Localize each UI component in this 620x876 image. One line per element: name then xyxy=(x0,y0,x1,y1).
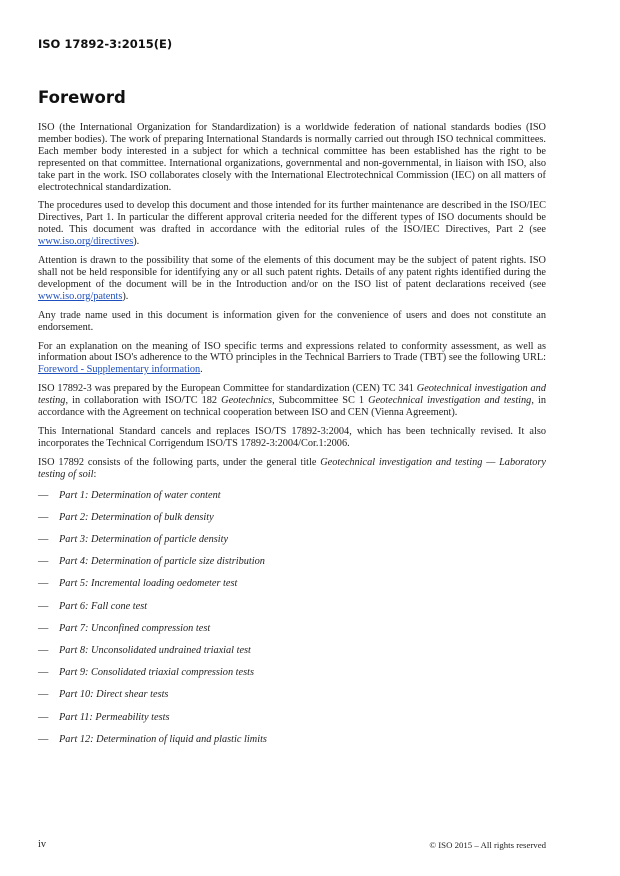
part-title: Part 1: Determination of water content xyxy=(59,489,221,501)
page-title: Foreword xyxy=(38,88,126,107)
page-number: iv xyxy=(38,839,47,850)
dash-bullet: — xyxy=(38,533,49,545)
dash-bullet: — xyxy=(38,489,49,501)
part-title: Part 12: Determination of liquid and plastic limits xyxy=(59,733,267,745)
list-item xyxy=(38,512,546,524)
list-item xyxy=(38,556,546,568)
text-run: , in accordance with the Agreement on technical cooperation between ISO and CEN (Vienna Agreement). xyxy=(38,395,546,419)
part-title: Part 9: Consolidated triaxial compression tests xyxy=(59,667,254,679)
part-title: Part 7: Unconfined compression test xyxy=(59,622,211,634)
italic-title: Geotechnical investigation and testing xyxy=(38,383,546,407)
dash-bullet: — xyxy=(38,511,49,523)
dash-bullet: — xyxy=(38,689,49,701)
part-title: Part 5: Incremental loading oedometer test xyxy=(59,578,238,590)
dash-bullet: — xyxy=(38,578,49,590)
paragraph-prepared-by xyxy=(38,383,546,419)
paragraph-conformity xyxy=(38,341,546,377)
list-item xyxy=(38,534,546,546)
list-item xyxy=(38,490,546,502)
punctuation: ). xyxy=(122,290,129,302)
foreword-body xyxy=(38,122,546,756)
paragraph-parts-intro xyxy=(38,457,546,481)
list-item xyxy=(38,623,546,635)
paragraph-conformity-text: For an explanation on the meaning of ISO specific terms and expressions related to conformity assessment, as well as information about ISO's adherence to the WTO principles in the Technical Barriers to Trade (TBT) see the following URL: xyxy=(38,340,546,364)
part-title: Part 11: Permeability tests xyxy=(59,711,170,723)
paragraph-cancels: This International Standard cancels and replaces ISO/TS 17892-3:2004, which has been technically revised. It also incorporates the Technical Corrigendum ISO/TS 17892-3:2004/Cor.1:2006. xyxy=(38,425,546,449)
part-title: Part 4: Determination of particle size distribution xyxy=(59,556,265,568)
list-item xyxy=(38,645,546,657)
copyright: © ISO 2015 – All rights reserved xyxy=(429,840,546,850)
text-run: , Subcommittee SC 1 xyxy=(272,395,369,407)
dash-bullet: — xyxy=(38,644,49,656)
directives-link[interactable]: www.iso.org/directives xyxy=(38,236,134,248)
paragraph-patents-text: Attention is drawn to the possibility that some of the elements of this document may be the subject of patent rights. ISO shall not be held responsible for identifying any or all such patent rights. Details of any patent rights identified during the development of the document will be in the Introduction and/or on the ISO list of patent declarations received (see xyxy=(38,255,546,290)
text-run: , in collaboration with ISO/TC 182 xyxy=(65,395,222,407)
italic-title: Geotechnics xyxy=(221,395,273,407)
list-item xyxy=(38,578,546,590)
paragraph-patents xyxy=(38,255,546,303)
patents-link[interactable]: www.iso.org/patents xyxy=(38,290,123,302)
paragraph-iso-intro: ISO (the International Organization for Standardization) is a worldwide federation of national standards bodies (ISO member bodies). The work of preparing International Standards is normally carried out through ISO technical committees. Each member body interested in a subject for which a technical committee has been established has the right to be represented on that committee. International organizations, governmental and non-governmental, in liaison with ISO, also take part in the work. ISO collaborates closely with the International Electrotechnical Commission (IEC) on all matters of electrotechnical standardization. xyxy=(38,122,546,193)
list-item xyxy=(38,667,546,679)
text-run: ISO 17892 consists of the following parts, under the general title xyxy=(38,456,321,468)
punctuation: ). xyxy=(133,236,140,248)
dash-bullet: — xyxy=(38,622,49,634)
paragraph-procedures xyxy=(38,200,546,248)
part-title: Part 2: Determination of bulk density xyxy=(59,511,214,523)
italic-title: Geotechnical investigation and testing xyxy=(368,395,532,407)
parts-list xyxy=(38,490,546,746)
document-id: ISO 17892-3:2015(E) xyxy=(38,37,173,51)
paragraph-procedures-text: The procedures used to develop this document and those intended for its further maintenance are described in the ISO/IEC Directives, Part 1. In particular the different approval criteria needed for the different types of ISO documents should be noted. This document was drafted in accordance with the editorial rules of the ISO/IEC Directives, Part 2 (see xyxy=(38,200,546,236)
part-title: Part 3: Determination of particle density xyxy=(59,533,229,545)
dash-bullet: — xyxy=(38,600,49,612)
paragraph-trade-name: Any trade name used in this document is information given for the convenience of users and does not constitute an endorsement. xyxy=(38,309,546,333)
part-title: Part 10: Direct shear tests xyxy=(59,689,169,701)
supplementary-info-link[interactable]: Foreword - Supplementary information xyxy=(38,364,201,376)
dash-bullet: — xyxy=(38,556,49,568)
part-title: Part 6: Fall cone test xyxy=(59,600,148,612)
punctuation: . xyxy=(200,364,203,376)
text-run: ISO 17892-3 was prepared by the European Committee for standardization (CEN) TC 341 xyxy=(38,383,417,395)
italic-title: Geotechnical investigation and testing — Laboratory testing of soil xyxy=(38,456,546,480)
text-run: : xyxy=(93,468,97,480)
dash-bullet: — xyxy=(38,667,49,679)
list-item xyxy=(38,712,546,724)
list-item xyxy=(38,601,546,613)
list-item xyxy=(38,689,546,701)
dash-bullet: — xyxy=(38,711,49,723)
dash-bullet: — xyxy=(38,733,49,745)
list-item xyxy=(38,734,546,746)
part-title: Part 8: Unconsolidated undrained triaxial test xyxy=(59,644,251,656)
